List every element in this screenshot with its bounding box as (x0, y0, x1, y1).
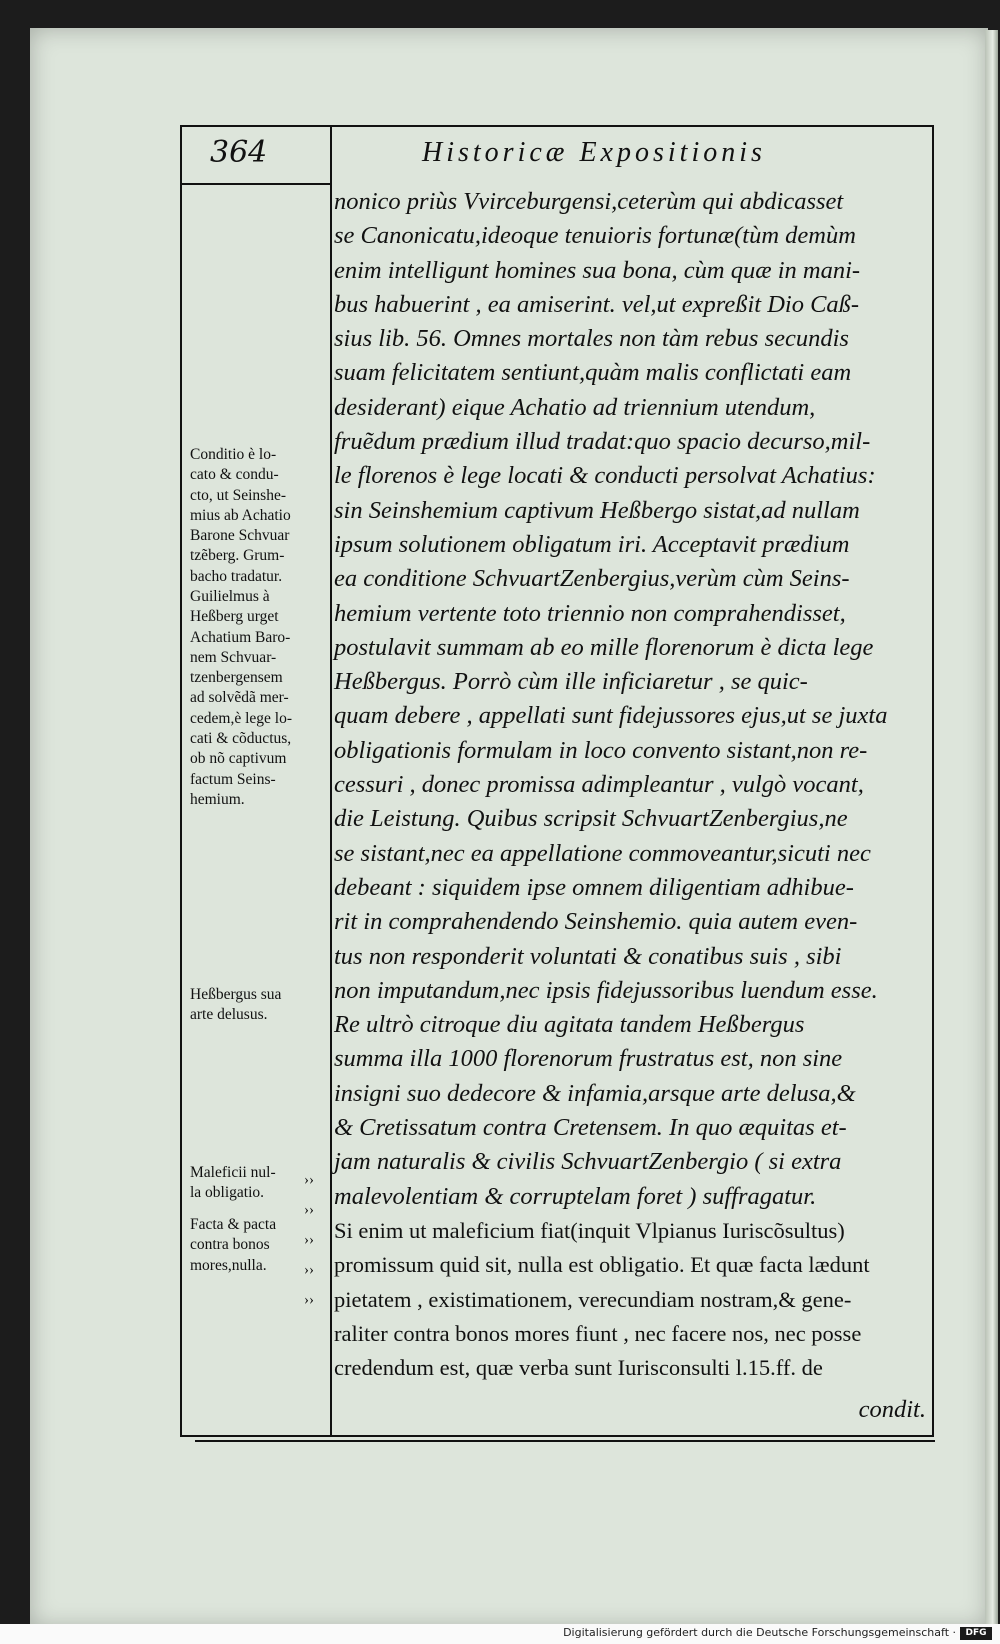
marginal-note-line: cedem,è lege lo- (190, 709, 292, 727)
bottom-rule (195, 1440, 935, 1442)
text-line: Re ultrò citroque diu agitata tandem Heßbergus (334, 1011, 805, 1039)
marginal-note-line: Conditio è lo- (190, 446, 277, 463)
text-line: pietatem , existimationem, verecundiam nostram,& gene- (334, 1286, 852, 1312)
quote-mark: ›› (304, 1232, 314, 1248)
marginal-note-line: mores,nulla. (190, 1256, 267, 1274)
text-line: desiderant) eique Achatio ad triennium utendum, (334, 393, 816, 421)
marginal-note-line: ob nõ captivum (190, 750, 287, 768)
marginal-note-line: cto, ut Seinshe- (190, 486, 286, 504)
running-head: Historicæ Expositionis (422, 137, 766, 168)
text-line: fruẽdum prædium illud tradat:quo spacio decurso,mil- (334, 428, 871, 456)
text-line: rit in comprahendendo Seinshemio. quia autem even- (334, 908, 858, 936)
text-line: credendum est, quæ verba sunt Iurisconsulti l.15.ff. de (334, 1355, 823, 1381)
marginal-note-line: cato & condu- (190, 466, 279, 484)
marginal-note-condition (190, 445, 330, 587)
text-line: sin Seinshemium captivum Heßbergo sistat,ad nullam (334, 496, 860, 524)
marginal-note-line: Guilielmus à (190, 588, 270, 605)
text-line: non imputandum,nec ipsis fidejussoribus luendum esse. (334, 976, 878, 1004)
text-line: & Cretissatum contra Cretensem. In quo æquitas et- (334, 1114, 847, 1142)
marginal-note-line: ad solvẽdã mer- (190, 689, 289, 707)
header-rule (182, 183, 330, 185)
text-line: debeant : siquidem ipse omnem diligentiam adhibue- (334, 873, 854, 901)
marginal-note-line: la obligatio. (190, 1184, 265, 1202)
quote-mark: ›› (304, 1292, 314, 1308)
quote-mark: ›› (304, 1262, 314, 1278)
text-line: quam debere , appellati sunt fidejussores ejus,ut se juxta (334, 702, 888, 730)
marginal-note-line: hemium. (190, 790, 245, 808)
quote-mark: ›› (304, 1172, 314, 1188)
marginal-note-hessbergus (190, 985, 330, 1026)
marginal-note-line: Maleficii nul- (190, 1164, 276, 1181)
dfg-logo: DFG (960, 1627, 992, 1640)
text-line: Heßbergus. Porrò cùm ille inficiaretur , se quic- (334, 668, 808, 696)
text-line: ipsum solutionem obligatum iri. Acceptavit prædium (334, 530, 850, 558)
text-line: obligationis formulam in loco convento sistant,non re- (334, 736, 868, 764)
text-line: se Canonicatu,ideoque tenuioris fortunæ(tùm demùm (334, 222, 856, 250)
marginal-note-line: Achatium Baro- (190, 628, 291, 646)
text-frame (180, 125, 934, 1437)
text-line: suam felicitatem sentiunt,quàm malis conflictati eam (334, 359, 852, 387)
marginal-note-line: Barone Schvuar (190, 527, 290, 545)
text-line: enim intelligunt homines sua bona, cùm quæ in mani- (334, 256, 861, 284)
text-line: tus non responderit voluntati & conatibus suis , sibi (334, 942, 842, 970)
marginal-note-line: tzenbergensem (190, 669, 283, 687)
text-line: le florenos è lege locati & conducti persolvat Achatius: (334, 462, 876, 490)
text-line: promissum quid sit, nulla est obligatio. Et quæ facta lædunt (334, 1252, 870, 1278)
text-line: summa illa 1000 florenorum frustratus est, non sine (334, 1045, 843, 1073)
text-line: cessuri , donec promissa adimpleantur , vulgò vocant, (334, 771, 864, 799)
marginal-note-line: cati & cõductus, (190, 730, 292, 748)
digitization-credit: Digitalisierung gefördert durch die Deutsche Forschungsgemeinschaft · (563, 1626, 956, 1639)
text-line: sius lib. 56. Omnes mortales non tàm rebus secundis (334, 325, 849, 353)
marginal-note-line: arte delusus. (190, 1006, 268, 1024)
marginal-note-line: factum Seins- (190, 770, 276, 788)
marginal-note-line: mius ab Achatio (190, 506, 291, 524)
text-line: ea conditione SchvuartZenbergius,verùm cùm Seins- (334, 565, 850, 593)
marginal-note-line: Facta & pacta (190, 1216, 277, 1233)
marginal-note-line: Heßberg urget (190, 608, 279, 626)
quotation-marks (304, 1165, 314, 1315)
marginal-note-line: bacho tradatur. (190, 567, 283, 585)
text-line: postulavit summam ab eo mille florenorum è dicta lege (334, 633, 874, 661)
text-line: se sistant,nec ea appellatione commoveantur,sicuti nec (334, 839, 871, 867)
marginal-note-guilielmus (190, 587, 330, 810)
text-line: bus habuerint , ea amiserint. vel,ut expreßit Dio Caß- (334, 290, 860, 318)
catchword: condit. (858, 1396, 926, 1424)
marginal-note-line: contra bonos (190, 1236, 270, 1254)
page-edge (985, 30, 998, 1626)
text-line: malevolentiam & corruptelam foret ) suffragatur. (334, 1182, 817, 1210)
text-line: hemium vertente toto triennio non comprahendisset, (334, 599, 846, 627)
quote-mark: ›› (304, 1202, 314, 1218)
text-line: jam naturalis & civilis SchvuartZenbergio ( si extra (334, 1148, 842, 1176)
marginal-note-line: nem Schvuar- (190, 648, 277, 666)
main-text-block (334, 185, 930, 1428)
text-line: insigni suo dedecore & infamia,arsque arte delusa,& (334, 1079, 856, 1107)
text-line: Si enim ut maleficium fiat(inquit Vlpianus Iuriscõsultus) (334, 1217, 845, 1243)
margin-column (182, 127, 332, 1435)
marginal-note-line: tzẽberg. Grum- (190, 547, 285, 565)
text-line: raliter contra bonos mores fiunt , nec facere nos, nec posse (334, 1320, 862, 1346)
page-number: 364 (210, 135, 268, 170)
text-line: die Leistung. Quibus scripsit SchvuartZenbergius,ne (334, 805, 848, 833)
marginal-note-line: Heßbergus sua (190, 986, 282, 1003)
text-line: nonico priùs Vvirceburgensi,ceterùm qui abdicasset (334, 188, 844, 215)
